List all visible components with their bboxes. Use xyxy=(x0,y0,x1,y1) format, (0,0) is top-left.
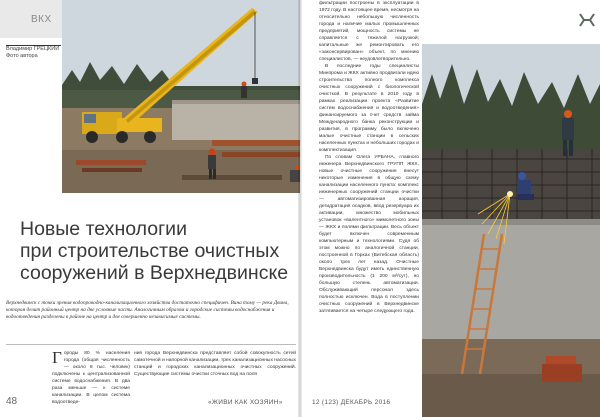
body-column-2-text: ния города Верхнедвинска представляет собой совокупность сетей самотечной и напорной канализации, трех канализационных насосных станций и городских канализационных очистных сооружений. Существующие системы очистки сточных вод на поля xyxy=(134,351,297,377)
article-headline xyxy=(20,218,300,284)
paragraph-1: фильтрации построены в эксплуатации в 1972 году. В настоящее время, несмотря на относительно небольшую численность города и наличие малых промышленных предприятий, мощность системы не справляется с тяжелой нагрузкой; капитальные же ремонтировать его «законсервирован» объект, по мнению специалистов, — неудовлетворительно. xyxy=(319,1,419,62)
paragraph-2: В последние годы специалисты Минпрома и ЖКХ активно продвигали идею строительства полного комплекса очистных сооружений с биологической очисткой. В результате в 2010 году в рамках реализации проекта «Развитие систем водоснабжения и водоотведения» финансируемого за счет средств займа Международного банка реконструкции и развития, в программу было включено малые очистные станции в сельских населенных пунктах и небольших городах и комплектизация. xyxy=(319,64,419,153)
magazine-title: «ЖИВИ КАК ХОЗЯИН» xyxy=(208,399,283,406)
magazine-logo-icon xyxy=(577,10,597,30)
author-name: Владимир ГРЕЦКИЙ xyxy=(6,46,60,52)
byline xyxy=(6,46,59,60)
welding-workers-photo xyxy=(422,44,600,417)
body-column-2 xyxy=(134,350,296,378)
photo-credit: Фото автора xyxy=(6,53,38,59)
right-text-column xyxy=(319,0,419,315)
drop-cap: Г xyxy=(52,348,62,367)
page-gutter xyxy=(298,0,302,417)
body-column-1-text: ороды 80 % населения города (общая численность — около 8 тыс. человек) подключены к централизованной системе водоснабжения. В два раза меньше — к системе канализации. В целом система водоотведе- xyxy=(52,351,130,405)
paragraph-3: По словам Олега УРБАНА, главного инженера Верхнедвинского ГРУПП ЖКХ, новые очистные сооружения внесут некоторые изменения в общую схему канализации населенного пункта: комплекс инженерных сооружений станции очистки — автоматизированная аэрация, дегидратация осадков, ввод резервуара их активации, множество мобильных установок «валентного» мимолетного зоны — ЖКХ и полями фильтрации. Весь объект будет включен современным компьютерным и технологиями. Судя об этом можно по аналогичной станции, построенной в Горках (Витебская область) около трех лет назад. Очистные Верхнедвинска будут иметь единственную производительность (1 200 м³/сут), но большую степень автоматизации. Обслуживающий персонал здесь полностью исключен. Вода в поступлении очистных сооружений в Верхнедвинске затягивается на четыре следующего года. xyxy=(319,155,419,314)
right-page xyxy=(300,0,600,417)
issue-info: 12 (123) ДЕКАБРЬ 2016 xyxy=(312,399,391,406)
headline-line-3: сооружений в Верхнедвинске xyxy=(20,262,289,284)
body-column-1 xyxy=(52,350,130,406)
headline-line-1: Новые технологии xyxy=(20,218,187,240)
lead-divider xyxy=(6,344,296,345)
headline-line-2: при строительстве очистных xyxy=(20,240,280,262)
article-lead: Верхнедвинск с точки зрения водопроводно-канализационного хозяйства достаточно специфичен. Вина тому — река Двина, которая делит районный центр на две условные части. Аналогичным образом и городские системы водоснабжения и водоотведения разделены в районе на центр и две совершенно независимые системы. xyxy=(6,300,289,321)
page-number-left: 48 xyxy=(6,396,18,407)
section-label: ВКХ xyxy=(31,14,52,25)
construction-crane-photo xyxy=(62,0,300,193)
